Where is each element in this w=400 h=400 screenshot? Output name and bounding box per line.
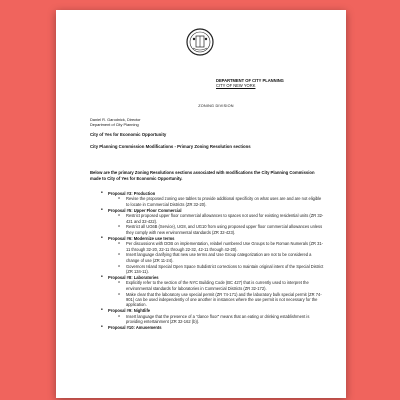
proposal-detail: o Revise the proposed zoning use tables to provide additional specificity on what uses are and are not eligible to locate in Commercial Districts (ZR 32-20). — [108, 196, 325, 207]
intro-paragraph: Below are the primary Zoning Resolutions sections associated with modifications the City Planning Commission made to City of Yes for Economic Opportunity. — [90, 170, 315, 181]
proposal-detail: o Restrict proposed upper floor commercial allowances to spaces not used for existing residential units (ZR 32-421 and 32-422). — [108, 213, 325, 224]
proposal-detail: o Restrict all UG6B (Service), UG8, and UG10 from using proposed upper floor commercial allowances unless they comply with new environmental standards (ZR 32-423). — [108, 224, 325, 235]
proposal-detail: o Make clear that the laboratory use special permit (ZR 74-171) and the laboratory bulk special permit (ZR 74-901) can be used independently of one another in instances where the use permit is not necessary for the application. — [108, 292, 325, 308]
proposal-title: Proposal #9: Nightlife — [108, 308, 151, 314]
proposal-item — [90, 325, 325, 330]
proposal-detail: o Insert language clarifying that new use terms and Use Group categorization are not to be considered a change of use (ZR 11-24). — [108, 252, 325, 263]
letterhead — [216, 78, 321, 88]
proposal-detail: o Per discussions with DOB on implementation, relabel numbered Use Groups to be Roman Numerals (ZR 31-11 through 32-20, 22-11 through 22-32, 42-11 through 42-20). — [108, 241, 325, 252]
author-block — [90, 117, 270, 127]
author-org: Department of City Planning — [90, 122, 139, 127]
proposal-list — [90, 191, 325, 331]
city-seal-icon — [186, 28, 214, 56]
proposal-detail: o Insert language that the presence of a "dance floor" means that an eating or drinking establishment is providing entertainment (ZR 32-162 (b)). — [108, 314, 325, 325]
proposal-item — [90, 275, 325, 308]
proposal-detail: o Explicitly refer to the section of the NYC Building Code (BC 427) that is currently used to interpret the environmental standards for laboratories in Commercial Districts (ZR 32-172). — [108, 280, 325, 291]
proposal-title: Proposal #6: Modernize use terms — [108, 235, 175, 241]
document-subtitle: City Planning Commission Modifications - Primary Zoning Resolution sections — [90, 144, 251, 149]
proposal-title: Proposal #10: Amusements — [108, 325, 162, 331]
proposal-item — [90, 236, 325, 275]
proposal-item — [90, 208, 325, 235]
proposal-item — [90, 191, 325, 207]
document-page — [56, 10, 346, 398]
author-name: Daniel R. Garodnick, Director — [90, 117, 141, 122]
letterhead-city: CITY OF NEW YORK — [216, 83, 256, 88]
proposal-title: Proposal #5: Upper Floor Commercial — [108, 207, 182, 213]
proposal-title: Proposal #3: Production — [108, 191, 156, 196]
proposal-item — [90, 308, 325, 324]
proposal-detail: o Governors Island Special Open Space Subdistrict corrections to maintain original intent of the Special District (ZR 134-11). — [108, 264, 325, 275]
proposal-title: Proposal #8: Laboratories — [108, 275, 159, 281]
document-title: City of Yes for Economic Opportunity — [90, 132, 167, 137]
division-label: ZONING DIVISION — [198, 104, 234, 108]
letterhead-department: DEPARTMENT OF CITY PLANNING — [216, 78, 284, 83]
